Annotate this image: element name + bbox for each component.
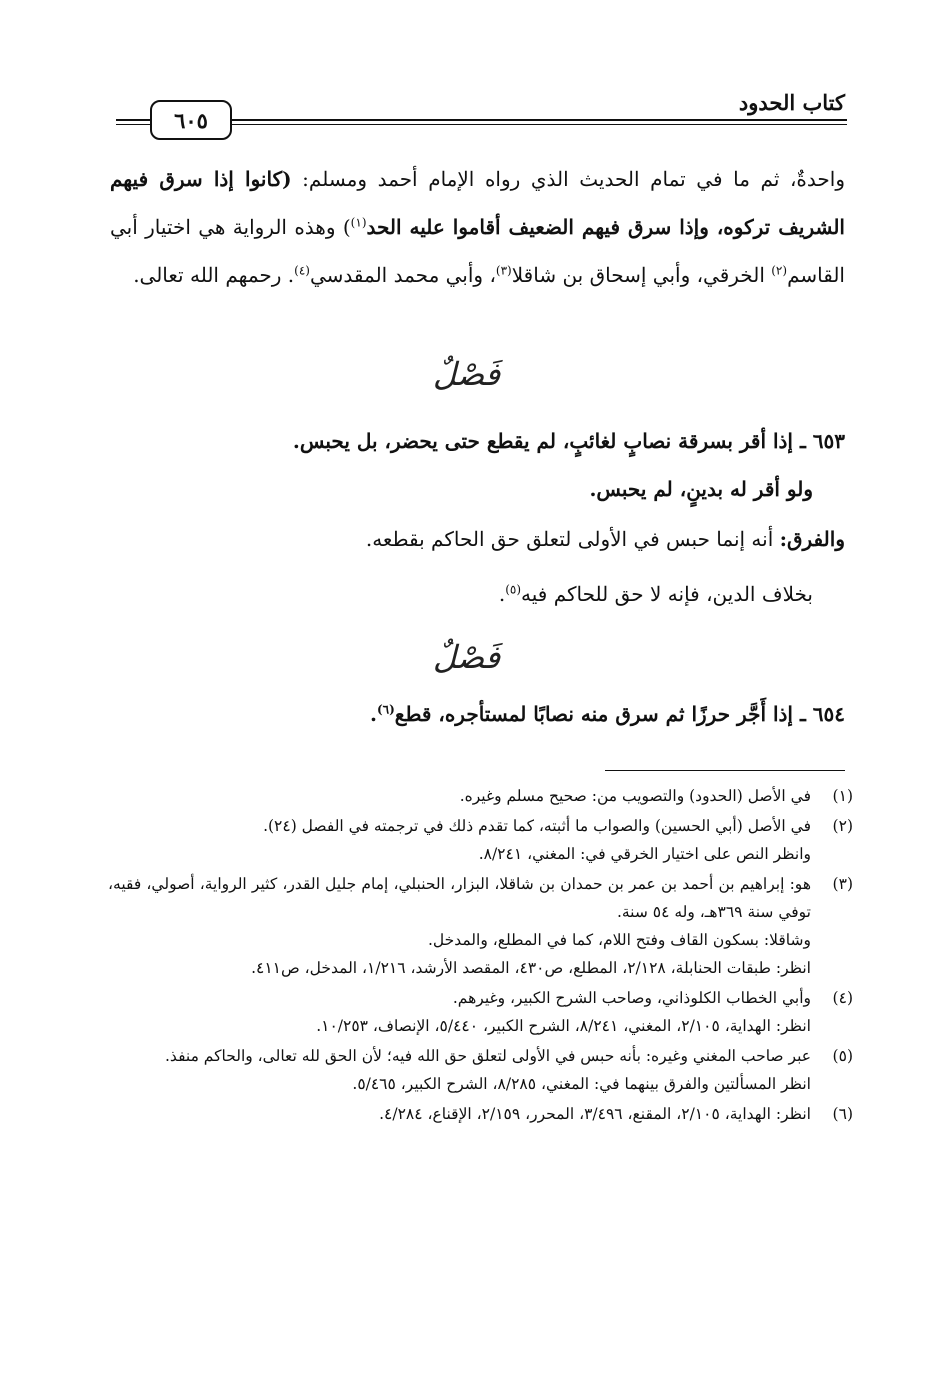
body-text-run: ) وهذه الرواية هي اختيار أبي القاسم: [110, 215, 845, 287]
issue-654-text: ٦٥٤ ـ إذا أَجَّر حرزًا ثم سرق منه نصابًا لمستأجره، قطع: [394, 702, 845, 726]
body-text-run: ، وأبي محمد المقدسي: [309, 263, 496, 287]
footnote-text: وشاقلا: بسكون القاف وفتح اللام، كما في المطلع، والمدخل.: [427, 931, 811, 949]
body-text-run: .: [498, 582, 506, 606]
body-text-run: الخرقي، وأبي إسحاق بن شاقلا: [511, 263, 772, 287]
footnote-text: انظر: طبقات الحنابلة، ٢/١٢٨، المطلع، ص٤٣٠، المقصد الأرشد، ١/٢١٦، المدخل، ص٤١١.: [251, 959, 811, 977]
issue-654-heading: [100, 690, 845, 738]
footnote: [108, 782, 853, 810]
footnote-separator: [605, 770, 845, 771]
section-heading-fasl: فَصْلٌ: [432, 355, 501, 393]
issue-653-line2: ولو أقر له بدينٍ، لم يحبس.: [589, 477, 813, 501]
footnote-ref: (٢): [771, 263, 788, 278]
hadith-quote: (كانوا إذا سرق فيهم الشريف تركوه، وإذا سرق فيهم الضعيف أقاموا عليه الحد: [110, 167, 845, 239]
running-title: كتاب الحدود: [738, 90, 845, 115]
body-text-run: بخلاف الدين، فإنه لا حق للحاكم فيه: [521, 582, 813, 606]
footnote-ref: (٥): [505, 582, 522, 597]
footnote: [108, 870, 853, 982]
header-rule-left: [116, 119, 150, 125]
issue-654-end: .: [370, 702, 377, 726]
issue-653-difference: [100, 515, 845, 563]
difference-label: والفرق:: [779, 527, 845, 551]
footnote-text: وأبي الخطاب الكلوذاني، وصاحب الشرح الكبير، وغيرهم.: [452, 989, 811, 1007]
footnote-ref: (١): [350, 215, 367, 230]
footnote: [108, 984, 853, 1040]
issue-653-line4: [100, 570, 813, 618]
header-rule: [232, 119, 847, 125]
issue-653-heading: ٦٥٣ ـ إذا أقر بسرقة نصابٍ لغائبٍ، لم يقطع حتى يحضر، بل يحبس.: [292, 429, 845, 453]
difference-text: أنه إنما حبس في الأولى لتعلق حق الحاكم بقطعه.: [365, 527, 780, 551]
footnote-ref: (٣): [495, 263, 512, 278]
footnote-text: عبر صاحب المغني وغيره: بأنه حبس في الأولى لتعلق حق الله فيه؛ لأن الحق لله تعالى، والحاكم منفذ.: [165, 1047, 811, 1065]
footnote-number: (٣): [832, 875, 853, 893]
footnote-text: هو: إبراهيم بن أحمد بن عمر بن حمدان بن شاقلا، البزار، الحنبلي، إمام جليل القدر، كثير الرواية، أصولي، فقيه، توفي سنة ٣٦٩هـ، وله ٥٤ سنة.: [108, 875, 811, 921]
footnote-ref: (٦): [376, 702, 395, 717]
footnote: [108, 1042, 853, 1098]
footnote-text: انظر المسألتين والفرق بينهما في: المغني، ٨/٢٨٥، الشرح الكبير، ٥/٤٦٥.: [352, 1075, 811, 1093]
footnote-number: (٤): [832, 989, 853, 1007]
body-paragraph: [110, 155, 845, 299]
footnotes: [108, 782, 853, 1130]
footnote-number: (٥): [832, 1047, 853, 1065]
footnote-text: انظر: الهداية، ٢/١٠٥، المقنع، ٣/٤٩٦، المحرر، ٢/١٥٩، الإقناع، ٤/٢٨٤.: [379, 1105, 811, 1123]
footnote-number: (٦): [832, 1105, 853, 1123]
section-heading-fasl: فَصْلٌ: [432, 638, 501, 676]
page-number: [150, 100, 232, 140]
footnote-text: انظر: الهداية، ٢/١٠٥، المغني، ٨/٢٤١، الشرح الكبير، ٥/٤٤٠، الإنصاف، ١٠/٢٥٣.: [316, 1017, 811, 1035]
footnote-number: (٢): [832, 817, 853, 835]
footnote-number: (١): [832, 787, 853, 805]
footnote-ref: (٤): [294, 263, 310, 278]
footnote-text: في الأصل (أبي الحسين) والصواب ما أثبته، كما تقدم ذلك في ترجمته في الفصل (٢٤).: [263, 817, 811, 835]
footnote-text: وانظر النص على اختيار الخرقي في: المغني، ٨/٢٤١.: [478, 845, 811, 863]
page-number-text: ٦٠٥: [174, 107, 208, 133]
body-text-run: . رحمهم الله تعالى.: [133, 263, 295, 287]
footnote-text: في الأصل (الحدود) والتصويب من: صحيح مسلم وغيره.: [459, 787, 811, 805]
footnote: [108, 1100, 853, 1128]
footnote: [108, 812, 853, 868]
body-text-run: واحدةٌ، ثم ما في تمام الحديث الذي رواه الإمام أحمد ومسلم:: [291, 167, 845, 191]
